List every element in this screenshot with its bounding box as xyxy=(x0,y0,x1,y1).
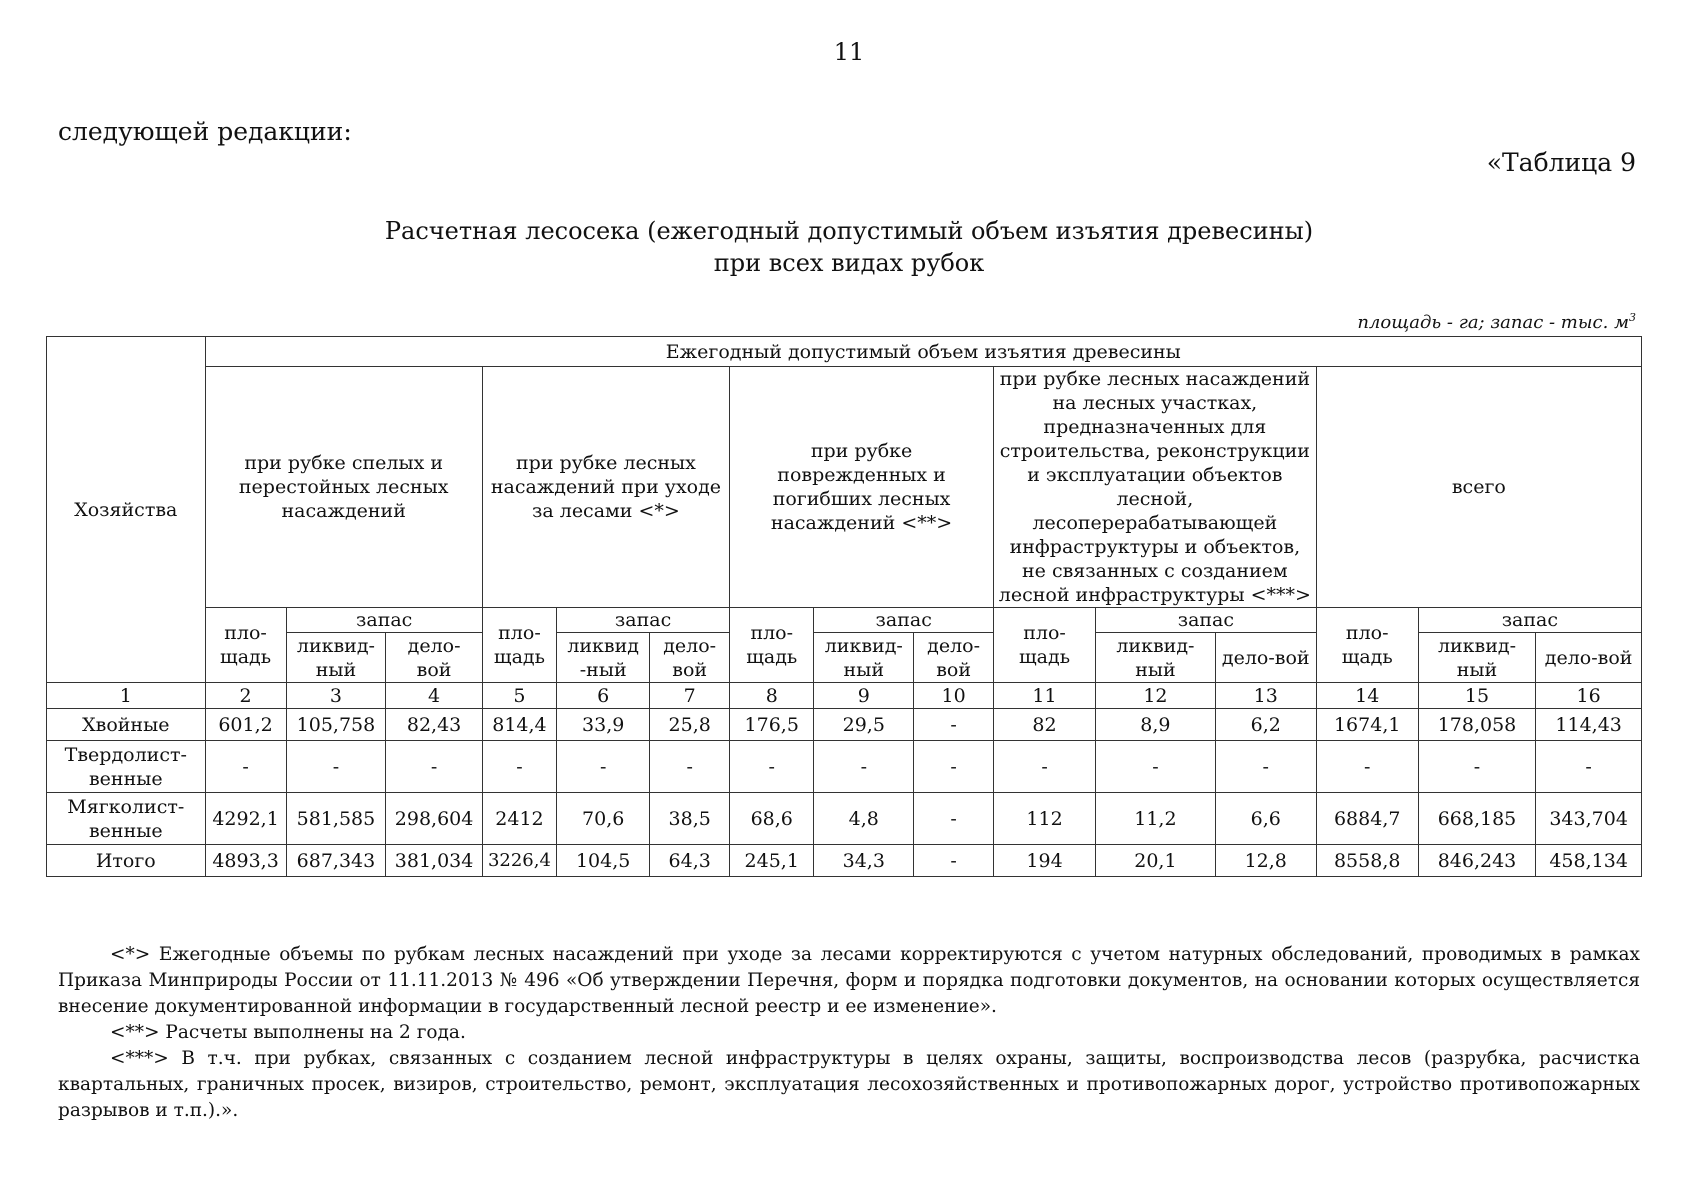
column-number: 11 xyxy=(994,683,1096,709)
table-cell: 104,5 xyxy=(557,845,650,877)
row-label: Мягколист-венные xyxy=(47,793,206,845)
table-title xyxy=(0,215,1698,279)
column-number: 8 xyxy=(730,683,814,709)
table-cell: 112 xyxy=(994,793,1096,845)
table-cell: 601,2 xyxy=(205,709,286,741)
column-number: 15 xyxy=(1418,683,1536,709)
header-area: пло-щадь xyxy=(205,608,286,683)
table-cell: 687,343 xyxy=(286,845,386,877)
header-area: пло-щадь xyxy=(1316,608,1418,683)
table-cell: - xyxy=(557,741,650,793)
column-number-row xyxy=(47,683,1642,709)
table-cell: - xyxy=(914,793,994,845)
table-cell: 1674,1 xyxy=(1316,709,1418,741)
table-cell: 29,5 xyxy=(814,709,914,741)
table-cell: 105,758 xyxy=(286,709,386,741)
header-stock: запас xyxy=(1096,608,1317,633)
table-cell: 8,9 xyxy=(1096,709,1216,741)
table-cell: - xyxy=(1418,741,1536,793)
column-number: 13 xyxy=(1215,683,1316,709)
table-row xyxy=(47,793,1642,845)
column-number: 1 xyxy=(47,683,206,709)
units-note xyxy=(1357,311,1636,333)
header-area: пло-щадь xyxy=(482,608,556,683)
table-cell: 11,2 xyxy=(1096,793,1216,845)
table-cell: 178,058 xyxy=(1418,709,1536,741)
table-cell: - xyxy=(814,741,914,793)
table-cell: 6,6 xyxy=(1215,793,1316,845)
table-cell: - xyxy=(1536,741,1642,793)
header-row-2 xyxy=(47,367,1642,608)
header-business: дело-вой xyxy=(650,633,730,683)
column-number: 2 xyxy=(205,683,286,709)
header-stock: запас xyxy=(1418,608,1641,633)
table-cell: 4292,1 xyxy=(205,793,286,845)
header-area: пло-щадь xyxy=(994,608,1096,683)
table-cell: 298,604 xyxy=(386,793,482,845)
row-label: Хвойные xyxy=(47,709,206,741)
header-row-1 xyxy=(47,337,1642,367)
table-cell: 381,034 xyxy=(386,845,482,877)
table-cell: - xyxy=(914,741,994,793)
footnote-2: <**> Расчеты выполнены на 2 года. xyxy=(110,1022,466,1043)
table-cell: - xyxy=(482,741,556,793)
table-cell: 458,134 xyxy=(1536,845,1642,877)
table-cell: - xyxy=(1215,741,1316,793)
units-text: площадь - га; запас - тыс. м xyxy=(1357,312,1629,333)
header-stock: запас xyxy=(557,608,730,633)
table-cell: 668,185 xyxy=(1418,793,1536,845)
table-cell: - xyxy=(386,741,482,793)
header-liquid: ликвид-ный xyxy=(286,633,386,683)
footnote-3: <***> В т.ч. при рубках, связанных с созданием лесной инфраструктуры в целях охраны, защиты, воспроизводства лесов (разрубка, расчистка квартальных, граничных просек, визиров, строительство, ремонт, эксплуатация лесохозяйственных и противопожарных дорог, устройство противопожарных разрывов и т.п.).». xyxy=(58,1048,1640,1121)
header-business: дело-вой xyxy=(1215,633,1316,683)
table-row-total xyxy=(47,845,1642,877)
header-business: дело-вой xyxy=(1536,633,1642,683)
table-cell: 68,6 xyxy=(730,793,814,845)
table-cell: - xyxy=(914,709,994,741)
header-stock: запас xyxy=(814,608,994,633)
footnotes xyxy=(58,942,1640,1124)
table-cell: 8558,8 xyxy=(1316,845,1418,877)
table-row xyxy=(47,709,1642,741)
table-cell: - xyxy=(286,741,386,793)
table-cell: 581,585 xyxy=(286,793,386,845)
table-cell: 846,243 xyxy=(1418,845,1536,877)
table-cell: 6,2 xyxy=(1215,709,1316,741)
column-number: 3 xyxy=(286,683,386,709)
header-stock: запас xyxy=(286,608,482,633)
table-cell: - xyxy=(1096,741,1216,793)
header-group-infrastructure: при рубке лесных насаждений на лесных участках, предназначенных для строительства, реконструкции и эксплуатации объектов лесной, лесоперерабатывающей инфраструктуры и объектов, не связанных с созданием лесной инфраструктуры <***> xyxy=(994,367,1317,608)
column-number: 6 xyxy=(557,683,650,709)
table-cell: - xyxy=(650,741,730,793)
header-annual-volume: Ежегодный допустимый объем изъятия древесины xyxy=(205,337,1641,367)
header-group-care: при рубке лесных насаждений при уходе за лесами <*> xyxy=(482,367,729,608)
harvest-table xyxy=(46,336,1642,877)
table-cell: - xyxy=(994,741,1096,793)
table-cell: 814,4 xyxy=(482,709,556,741)
column-number: 12 xyxy=(1096,683,1216,709)
row-label: Твердолист-венные xyxy=(47,741,206,793)
table-cell: 34,3 xyxy=(814,845,914,877)
table-cell: 2412 xyxy=(482,793,556,845)
table-cell: 6884,7 xyxy=(1316,793,1418,845)
header-liquid: ликвид-ный xyxy=(814,633,914,683)
table-cell: - xyxy=(730,741,814,793)
table-cell: 82 xyxy=(994,709,1096,741)
table-cell: 82,43 xyxy=(386,709,482,741)
column-number: 10 xyxy=(914,683,994,709)
header-group-total: всего xyxy=(1316,367,1641,608)
table-cell: 70,6 xyxy=(557,793,650,845)
header-farms: Хозяйства xyxy=(47,337,206,683)
header-area: пло-щадь xyxy=(730,608,814,683)
table-cell: 33,9 xyxy=(557,709,650,741)
table-cell: 3226,4 xyxy=(482,845,556,877)
column-number: 16 xyxy=(1536,683,1642,709)
table-cell: 4893,3 xyxy=(205,845,286,877)
header-group-damaged: при рубке поврежденных и погибших лесных насаждений <**> xyxy=(730,367,994,608)
table-cell: 12,8 xyxy=(1215,845,1316,877)
column-number: 5 xyxy=(482,683,556,709)
table-cell: 176,5 xyxy=(730,709,814,741)
table-cell: 25,8 xyxy=(650,709,730,741)
column-number: 4 xyxy=(386,683,482,709)
title-line-2: при всех видах рубок xyxy=(713,249,985,277)
table-cell: 38,5 xyxy=(650,793,730,845)
table-label: «Таблица 9 xyxy=(1486,148,1636,177)
page-number: 11 xyxy=(833,38,865,66)
header-business: дело-вой xyxy=(386,633,482,683)
header-liquid: ликвид-ный xyxy=(1096,633,1216,683)
header-liquid: ликвид-ный xyxy=(1418,633,1536,683)
column-number: 14 xyxy=(1316,683,1418,709)
header-business: дело-вой xyxy=(914,633,994,683)
units-superscript: 3 xyxy=(1629,311,1636,324)
table-cell: 4,8 xyxy=(814,793,914,845)
footnote-1: <*> Ежегодные объемы по рубкам лесных насаждений при уходе за лесами корректируются с учетом натурных обследований, проводимых в рамках Приказа Минприроды России от 11.11.2013 № 496 «Об утверждении Перечня, форм и порядка подготовки документов, на основании которых осуществляется внесение документированной информации в государственный лесной реестр и ее изменение». xyxy=(58,944,1640,1017)
table-cell: 20,1 xyxy=(1096,845,1216,877)
table-cell: 343,704 xyxy=(1536,793,1642,845)
table-cell: 114,43 xyxy=(1536,709,1642,741)
header-liquid: ликвид -ный xyxy=(557,633,650,683)
header-row-3 xyxy=(47,608,1642,633)
table-cell: 64,3 xyxy=(650,845,730,877)
column-number: 7 xyxy=(650,683,730,709)
header-group-mature: при рубке спелых и перестойных лесных насаждений xyxy=(205,367,482,608)
table-cell: - xyxy=(205,741,286,793)
title-line-1: Расчетная лесосека (ежегодный допустимый объем изъятия древесины) xyxy=(384,217,1314,245)
table-cell: 245,1 xyxy=(730,845,814,877)
table-cell: - xyxy=(914,845,994,877)
table-cell: - xyxy=(1316,741,1418,793)
column-number: 9 xyxy=(814,683,914,709)
row-label: Итого xyxy=(47,845,206,877)
intro-text: следующей редакции: xyxy=(58,117,352,146)
table-cell: 194 xyxy=(994,845,1096,877)
table-row xyxy=(47,741,1642,793)
